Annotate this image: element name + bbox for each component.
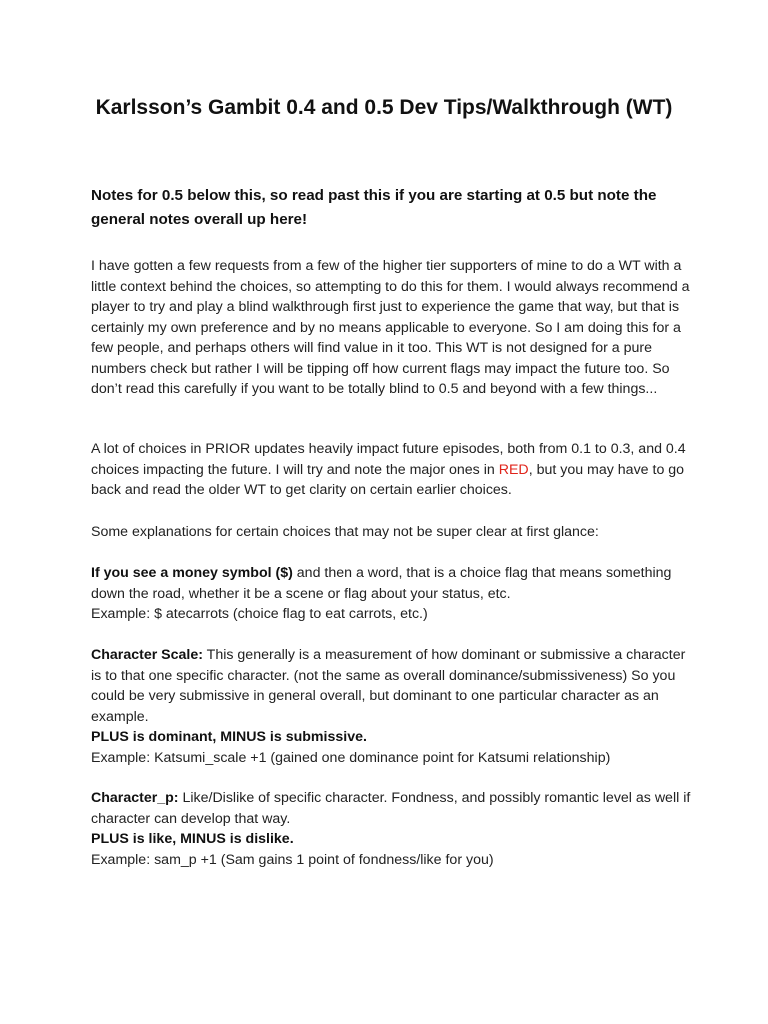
prior-updates-text-after: , but you may have to go back and read the older WT to get clarity on certain earlier choices. — [91, 461, 685, 498]
money-symbol-section — [91, 563, 691, 625]
character-scale-description: This generally is a measurement of how dominant or submissive a character is to that one specific character. (not the same as overall dominance/submissiveness) So you could be very submissive in general overall, but dominant to one particular character as an example. — [91, 647, 686, 725]
character-scale-example: Example: Katsumi_scale +1 (gained one dominance point for Katsumi relationship) — [91, 749, 611, 766]
character-p-section — [91, 788, 691, 870]
prior-updates-text-before: A lot of choices in PRIOR updates heavily impact future episodes, both from 0.1 to 0.3, and 0.4 choices impacting the future. I will try and note the major ones in — [91, 441, 686, 478]
money-symbol-heading: If you see a money symbol ($) — [91, 565, 293, 581]
money-symbol-example: Example: $ atecarrots (choice flag to eat carrots, etc.) — [91, 606, 428, 622]
document-title: Karlsson’s Gambit 0.4 and 0.5 Dev Tips/Walkthrough (WT) — [95, 96, 673, 119]
character-scale-heading: Character Scale: — [91, 647, 203, 663]
money-symbol-description: and then a word, that is a choice flag that means something down the road, whether it be a scene or flag about your status, etc. — [91, 565, 672, 602]
character-scale-section — [91, 645, 691, 768]
character-scale-rule: PLUS is dominant, MINUS is submissive. — [91, 729, 367, 745]
explanations-intro: Some explanations for certain choices that may not be super clear at first glance: — [91, 524, 599, 540]
character-p-rule: PLUS is like, MINUS is dislike. — [91, 831, 294, 847]
red-highlight: RED — [498, 461, 529, 478]
intro-paragraph: I have gotten a few requests from a few of the higher tier supporters of mine to do a WT with a little context behind the choices, so attempting to do this for them. I would always recommend a player to try and play a blind walkthrough first just to experience the game that way, but that is certainly my own preference and by no means applicable to everyone. So I am doing this for a few people, and perhaps others will find value in it too. This WT is not designed for a pure numbers check but rather I will be tipping off how current flags may impact the future too. So don’t read this carefully if you want to be totally blind to 0.5 and beyond with a few things... — [91, 258, 690, 397]
character-p-description: Like/Dislike of specific character. Fondness, and possibly romantic level as well if character can develop that way. — [91, 790, 691, 827]
intro-note: Notes for 0.5 below this, so read past this if you are starting at 0.5 but note the general notes overall up here! — [91, 187, 657, 228]
prior-updates-paragraph — [91, 439, 691, 501]
character-p-example: Example: sam_p +1 (Sam gains 1 point of fondness/like for you) — [91, 851, 494, 868]
character-p-heading: Character_p: — [91, 790, 179, 806]
